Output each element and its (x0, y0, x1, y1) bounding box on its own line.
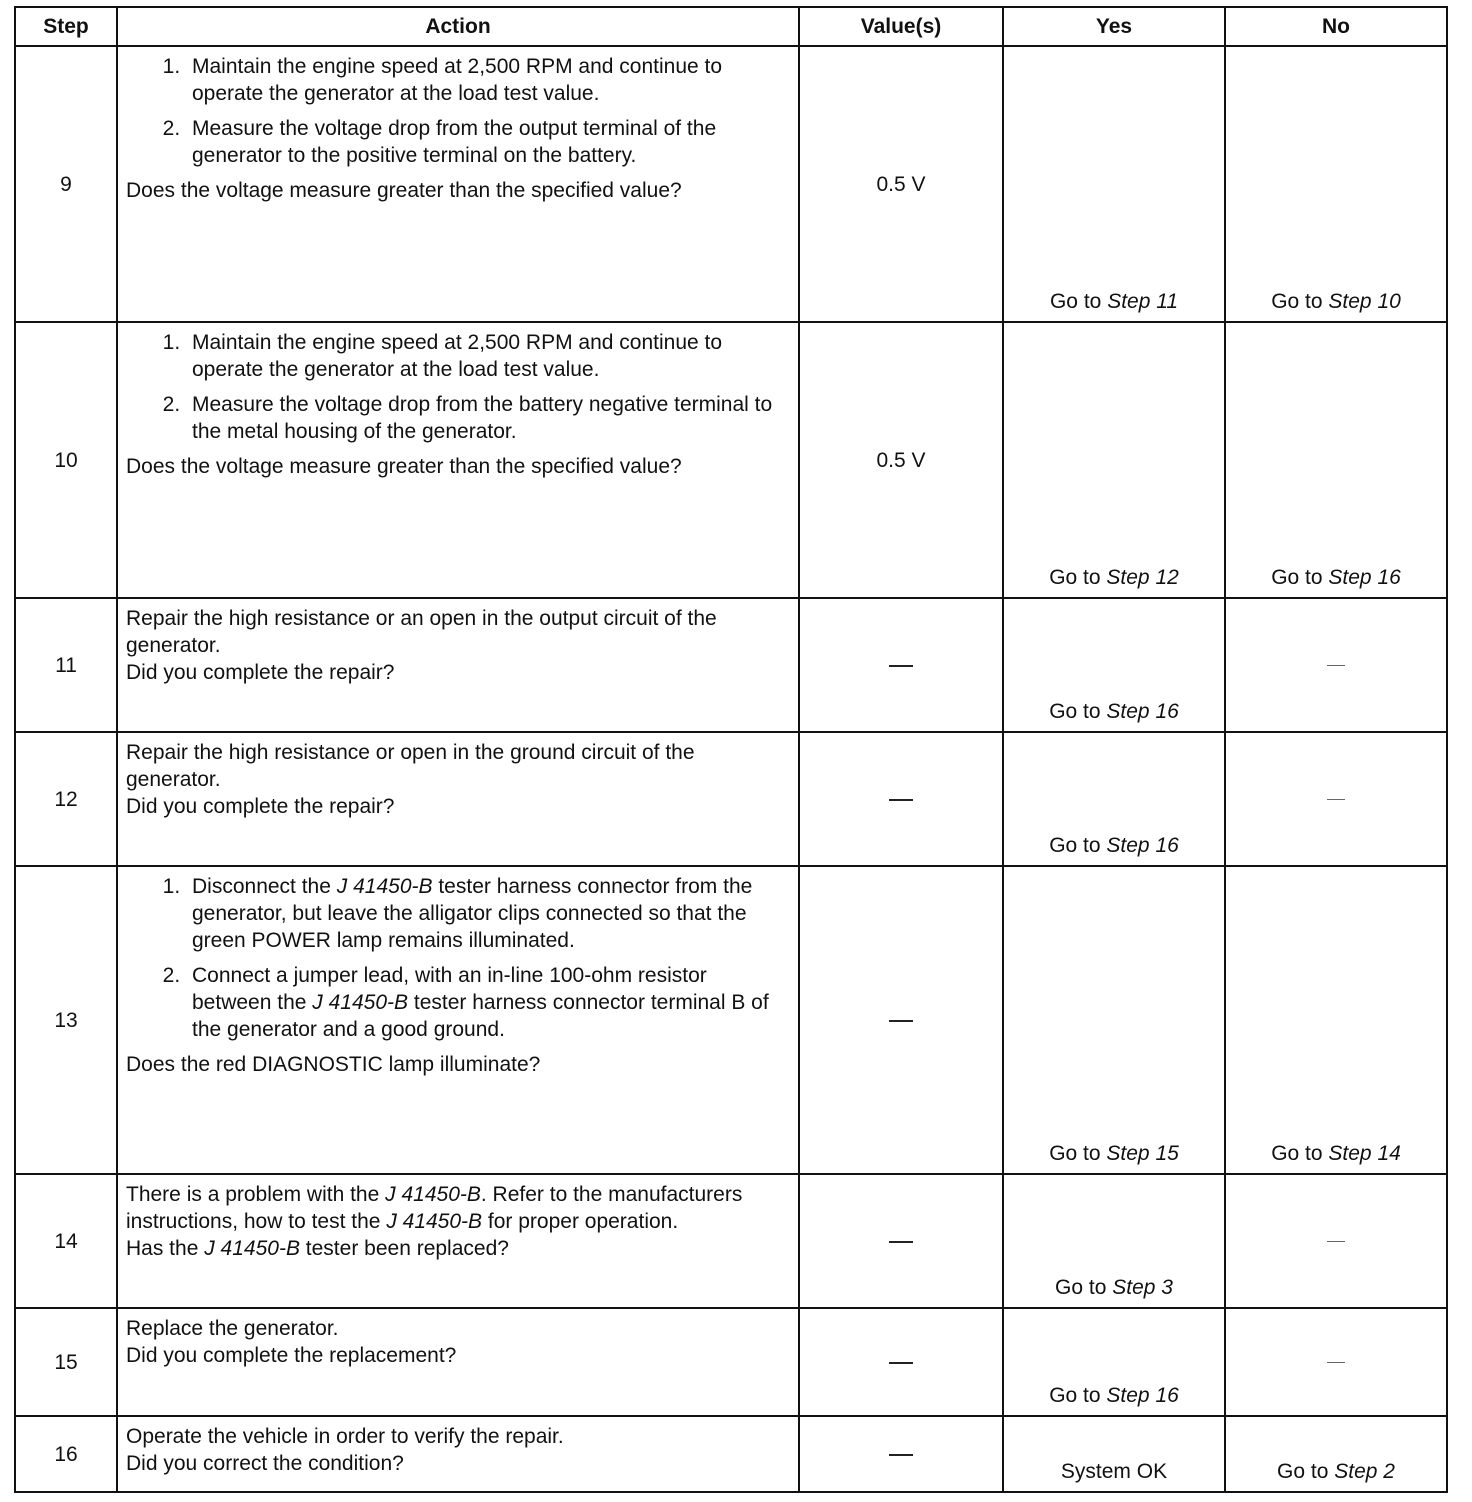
dash-icon (889, 1362, 913, 1364)
list-item (186, 962, 790, 1043)
action-cell (117, 1416, 799, 1492)
diagnostic-table (14, 6, 1448, 1493)
no-cell (1225, 1174, 1447, 1308)
yes-prefix: Go to (1049, 566, 1101, 589)
action-question: Did you complete the repair? (126, 795, 395, 818)
no-cell (1225, 866, 1447, 1174)
no-prefix: Go to (1277, 1460, 1329, 1483)
yes-cell (1003, 866, 1225, 1174)
step-text: . Refer to the manufacturers instructions, how to test the (126, 1183, 743, 1233)
action-question: Does the voltage measure greater than the specified value? (126, 179, 682, 202)
yes-prefix: Go to (1049, 290, 1102, 313)
action-cell (117, 598, 799, 732)
header-step: Step (15, 7, 117, 46)
header-row (15, 7, 1447, 46)
action-text: Repair the high resistance or open in the ground circuit of the generator. (126, 741, 695, 791)
action-question: Does the red DIAGNOSTIC lamp illuminate? (126, 1053, 541, 1076)
table-row (15, 1308, 1447, 1416)
dash-icon (1327, 799, 1345, 800)
action-text (126, 1181, 790, 1235)
no-step-link[interactable]: Step 14 (1328, 1142, 1401, 1165)
yes-prefix: Go to (1055, 1276, 1107, 1299)
tool-name: J 41450-B (312, 991, 409, 1014)
tool-name: J 41450-B (204, 1237, 300, 1260)
action-text: Operate the vehicle in order to verify the repair. (126, 1425, 564, 1448)
step-number: 10 (15, 322, 117, 598)
step-text: tester been replaced? (305, 1237, 509, 1260)
tool-name: J 41450-B (386, 1210, 483, 1233)
yes-cell (1003, 1308, 1225, 1416)
no-cell (1225, 1308, 1447, 1416)
step-text: for proper operation. (487, 1210, 679, 1233)
list-item (186, 873, 790, 954)
value-cell (799, 732, 1003, 866)
step-number: 12 (15, 732, 117, 866)
step-number: 11 (15, 598, 117, 732)
action-cell (117, 866, 799, 1174)
action-question: Did you complete the repair? (126, 661, 395, 684)
action-cell (117, 732, 799, 866)
table-row (15, 46, 1447, 322)
yes-prefix: Go to (1049, 834, 1101, 857)
yes-prefix: Go to (1049, 1384, 1101, 1407)
yes-step-link[interactable]: Step 11 (1107, 290, 1179, 313)
value-cell (799, 1174, 1003, 1308)
action-steps (126, 53, 790, 177)
dash-icon (1327, 665, 1345, 666)
action-question: Does the voltage measure greater than the specified value? (126, 455, 682, 478)
value-cell (799, 866, 1003, 1174)
step-number: 16 (15, 1416, 117, 1492)
table-row (15, 1416, 1447, 1492)
no-cell (1225, 46, 1447, 322)
action-cell (117, 322, 799, 598)
header-values: Value(s) (799, 7, 1003, 46)
header-yes: Yes (1003, 7, 1225, 46)
value-cell (799, 1416, 1003, 1492)
action-question: Did you correct the condition? (126, 1452, 404, 1475)
list-item: 1. Maintain the engine speed at 2,500 RPM and continue to operate the generator at the load test value. (186, 329, 790, 383)
action-steps (126, 873, 790, 1051)
yes-prefix: Go to (1049, 1142, 1101, 1165)
value-cell (799, 598, 1003, 732)
dash-icon (889, 799, 913, 801)
no-cell (1225, 1416, 1447, 1492)
no-cell (1225, 598, 1447, 732)
step-number: 15 (15, 1308, 117, 1416)
list-item: 2. Measure the voltage drop from the output terminal of the generator to the positive terminal on the battery. (186, 115, 790, 169)
yes-prefix: Go to (1049, 700, 1101, 723)
action-text: Replace the generator. (126, 1317, 339, 1340)
value-cell: 0.5 V (799, 46, 1003, 322)
step-text: tester harness connector from the generator, but leave the alligator clips connected so that the green POWER lamp remains illuminated. (192, 875, 753, 952)
no-cell (1225, 322, 1447, 598)
yes-step-link[interactable]: Step 16 (1106, 834, 1179, 857)
header-action: Action (117, 7, 799, 46)
no-step-link[interactable]: Step 2 (1334, 1460, 1395, 1483)
action-cell (117, 1174, 799, 1308)
table-row (15, 598, 1447, 732)
no-prefix: Go to (1271, 290, 1323, 313)
dash-icon (1327, 1362, 1345, 1363)
action-cell (117, 46, 799, 322)
action-steps (126, 329, 790, 453)
tool-name: J 41450-B (336, 875, 433, 898)
tool-name: J 41450-B (385, 1183, 481, 1206)
dash-icon (1327, 1241, 1345, 1242)
yes-cell (1003, 46, 1225, 322)
yes-step-link[interactable]: Step 16 (1106, 700, 1179, 723)
yes-step-link[interactable]: Step 16 (1106, 1384, 1179, 1407)
dash-icon (889, 1020, 913, 1022)
yes-cell (1003, 598, 1225, 732)
header-no: No (1225, 7, 1447, 46)
no-prefix: Go to (1271, 1142, 1323, 1165)
yes-status: System OK (1060, 1460, 1168, 1483)
table-row (15, 732, 1447, 866)
no-step-link[interactable]: Step 10 (1328, 290, 1401, 313)
step-text: There is a problem with the (126, 1183, 380, 1206)
step-number: 13 (15, 866, 117, 1174)
yes-cell (1003, 322, 1225, 598)
table-row (15, 1174, 1447, 1308)
no-cell (1225, 732, 1447, 866)
action-question: Did you complete the replacement? (126, 1344, 457, 1367)
no-step-link[interactable]: Step 16 (1328, 566, 1401, 589)
yes-step-link[interactable]: Step 15 (1106, 1142, 1179, 1165)
list-item: 2. Measure the voltage drop from the battery negative terminal to the metal housing of the generator. (186, 391, 790, 445)
step-text: Has the (126, 1237, 199, 1260)
action-question (126, 1235, 790, 1262)
dash-icon (889, 665, 913, 667)
yes-step-link[interactable]: Step 3 (1112, 1276, 1173, 1299)
step-text: tester harness connector terminal B of the generator and a good ground. (192, 991, 769, 1041)
dash-icon (889, 1241, 913, 1243)
table-row (15, 322, 1447, 598)
yes-cell (1003, 732, 1225, 866)
no-prefix: Go to (1271, 566, 1323, 589)
action-text: Repair the high resistance or an open in the output circuit of the generator. (126, 607, 717, 657)
value-cell (799, 1308, 1003, 1416)
step-number: 14 (15, 1174, 117, 1308)
list-item: 1. Maintain the engine speed at 2,500 RPM and continue to operate the generator at the load test value. (186, 53, 790, 107)
dash-icon (889, 1454, 913, 1456)
value-cell: 0.5 V (799, 322, 1003, 598)
yes-cell (1003, 1416, 1225, 1492)
step-number: 9 (15, 46, 117, 322)
step-text: Connect a jumper lead, with an in-line 100-ohm resistor between the (192, 964, 707, 1014)
step-text: Disconnect the (192, 875, 331, 898)
action-cell (117, 1308, 799, 1416)
yes-step-link[interactable]: Step 12 (1106, 566, 1179, 589)
yes-cell (1003, 1174, 1225, 1308)
table-row (15, 866, 1447, 1174)
